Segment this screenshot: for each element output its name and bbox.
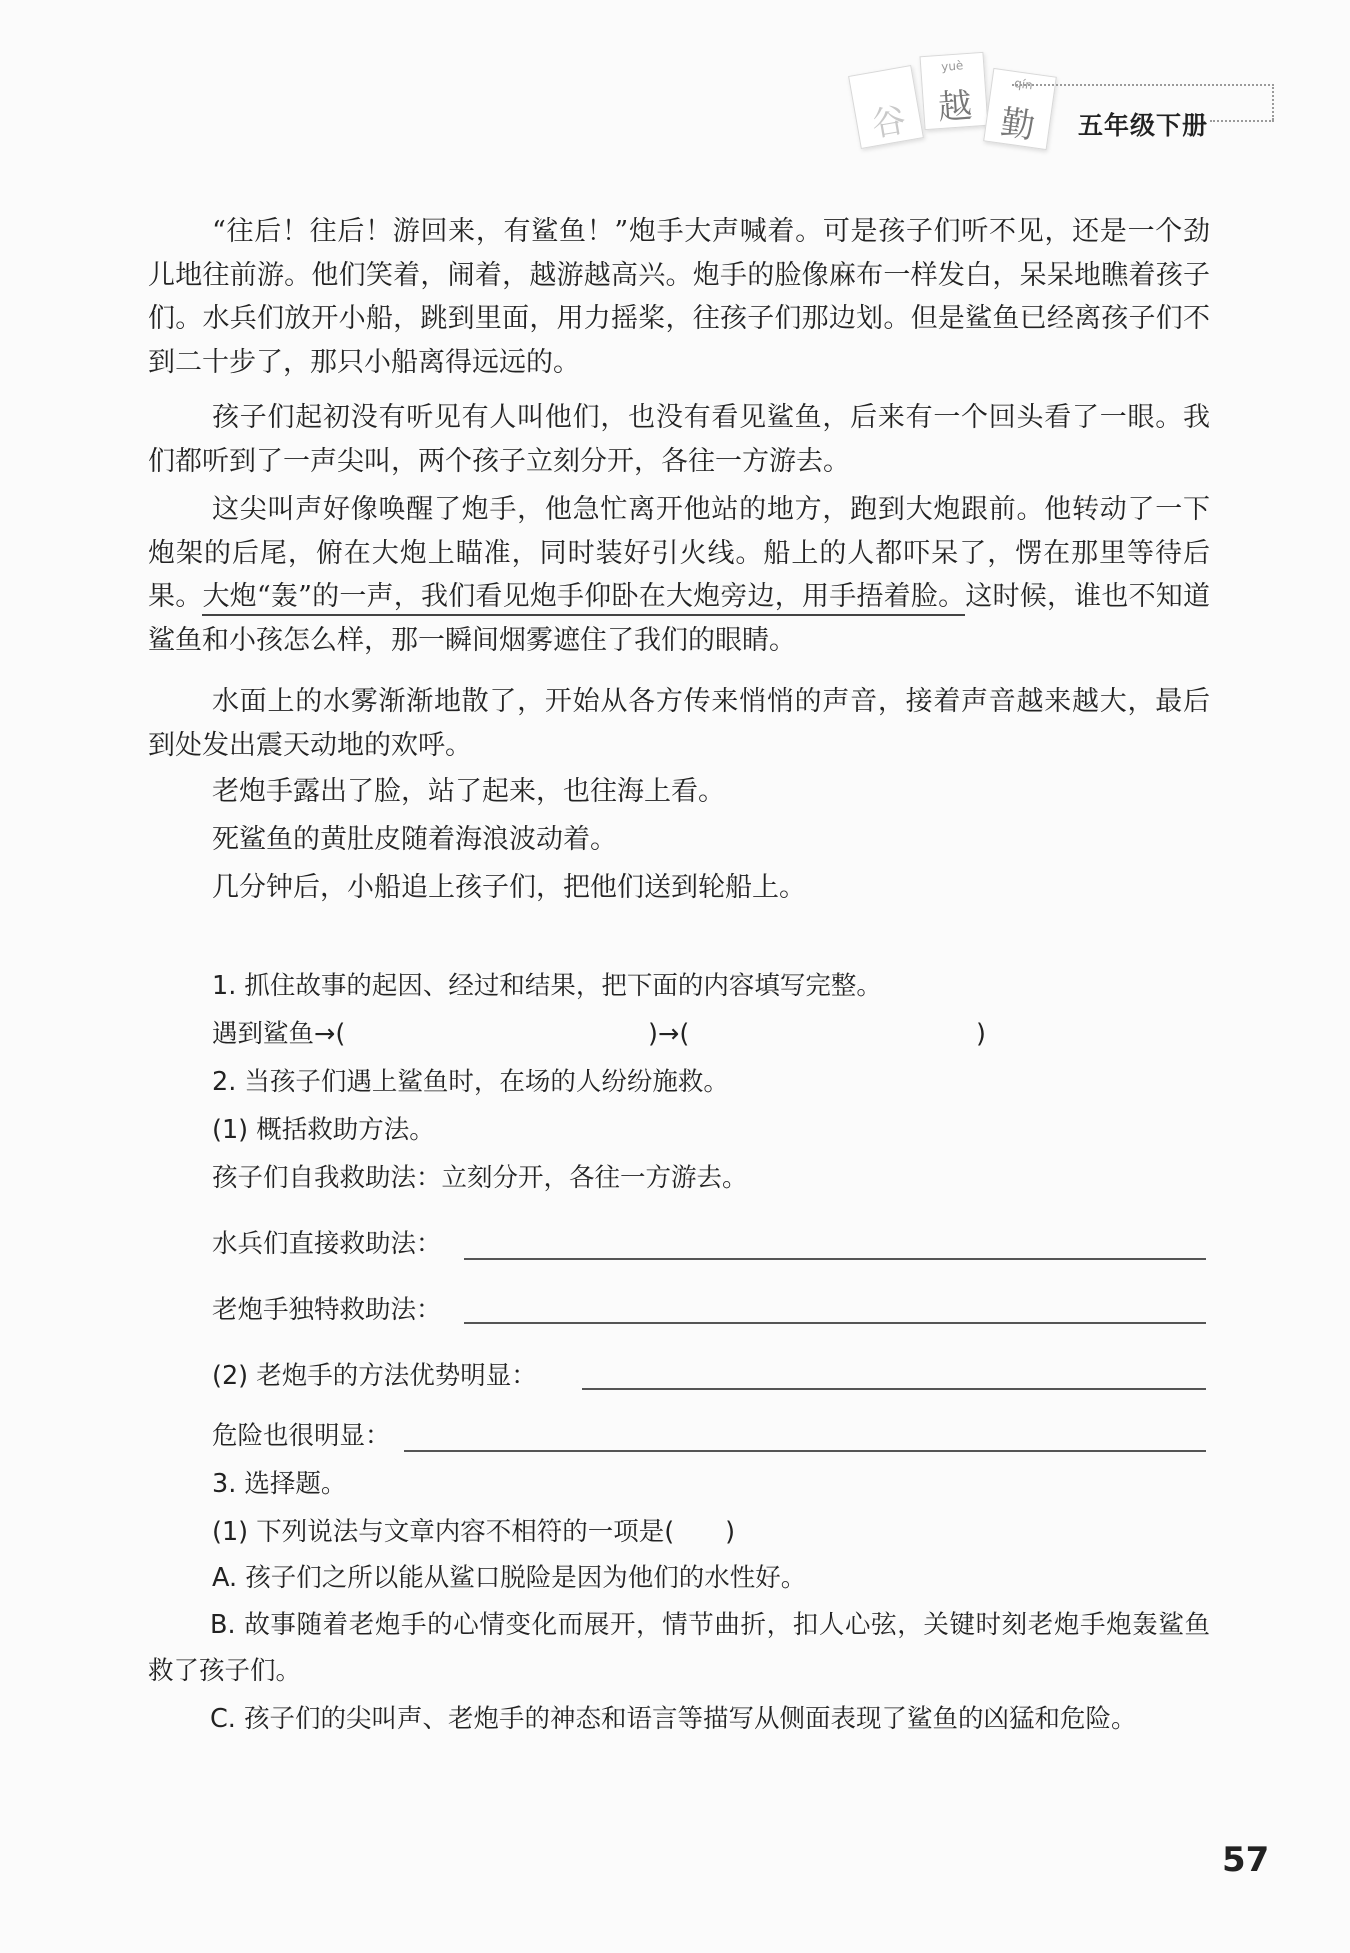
logo-char: 谷 [868, 100, 909, 146]
answer-line[interactable] [582, 1388, 1206, 1390]
gunner-method-label: 老炮手独特救助法： [212, 1295, 442, 1325]
question-3: 3. 选择题。 [212, 1469, 347, 1499]
question-1-prompt: 遇到鲨鱼→( [212, 1019, 346, 1049]
question-2-2: (2) 老炮手的方法优势明显： [212, 1361, 537, 1391]
logo-pinyin: yuè [940, 58, 964, 74]
logo-card [983, 68, 1057, 150]
logo-card [919, 52, 988, 130]
answer-line[interactable] [464, 1322, 1206, 1324]
passage-paragraph: 老炮手露出了脸，站了起来，也往海上看。 [212, 776, 725, 807]
question-2-1: (1) 概括救助方法。 [212, 1115, 435, 1145]
question-1: 1. 抓住故事的起因、经过和结果，把下面的内容填写完整。 [212, 971, 882, 1001]
answer-line[interactable] [464, 1258, 1206, 1260]
passage-paragraph: 孩子们起初没有听见有人叫他们，也没有看见鲨鱼，后来有一个回头看了一眼。我们都听到了一声尖叫，两个孩子立刻分开，各往一方游去。 [148, 402, 1210, 477]
page-number: 57 [1222, 1840, 1270, 1880]
question-1-prompt: ) [976, 1019, 986, 1049]
underlined-sentence: 大炮“轰”的一声，我们看见炮手仰卧在大炮旁边，用手捂着脸。 [202, 581, 965, 616]
passage-paragraph: 死鲨鱼的黄肚皮随着海浪波动着。 [212, 824, 617, 855]
paragraph-text: 这尖叫声好像唤醒了炮手，他急忙离开他站的地方，跑到大炮跟前。他转动了一下炮架的后尾，俯在大炮上瞄准，同时装好引火线。船上的人都吓呆了，愣在那里等待后果。 [148, 494, 1210, 612]
passage-paragraph: “往后！往后！游回来，有鲨鱼！”炮手大声喊着。可是孩子们听不见，还是一个劲儿地往前游。他们笑着，闹着，越游越高兴。炮手的脸像麻布一样发白，呆呆地瞧着孩子们。水兵们放开小船，跳到里面，用力摇桨，往孩子们那边划。但是鲨鱼已经离孩子们不到二十步了，那只小船离得远远的。 [148, 216, 1210, 378]
option-b: B. 故事随着老炮手的心情变化而展开，情节曲折，扣人心弦，关键时刻老炮手炮轰鲨鱼救了孩子们。 [148, 1610, 1210, 1686]
passage-paragraph [148, 488, 1210, 662]
passage-paragraph: 水面上的水雾渐渐地散了，开始从各方传来悄悄的声音，接着声音越来越大，最后到处发出震天动地的欢呼。 [148, 686, 1210, 761]
logo-pinyin: qín [1013, 76, 1034, 93]
sailors-method-label: 水兵们直接救助法： [212, 1229, 442, 1259]
header-divider [1210, 120, 1274, 122]
kids-method: 孩子们自我救助法：立刻分开，各往一方游去。 [212, 1163, 748, 1193]
question-3-1: (1) 下列说法与文章内容不相符的一项是( ) [212, 1517, 736, 1547]
paragraph-text: 这时候，谁也不知道鲨鱼和小孩怎么样，那一瞬间烟雾遮住了我们的眼睛。 [148, 581, 1211, 656]
passage-paragraph: 几分钟后，小船追上孩子们，把他们送到轮船上。 [212, 872, 806, 903]
header-divider [1272, 84, 1274, 120]
header-divider [1012, 84, 1274, 86]
option-a: A. 孩子们之所以能从鲨口脱险是因为他们的水性好。 [212, 1563, 807, 1593]
logo-card [848, 65, 924, 149]
grade-label: 五年级下册 [1078, 111, 1209, 140]
logo-char: 越 [936, 85, 974, 129]
publisher-logo [850, 46, 1060, 166]
logo-char: 勤 [998, 102, 1038, 148]
question-2: 2. 当孩子们遇上鲨鱼时，在场的人纷纷施救。 [212, 1067, 729, 1097]
answer-line[interactable] [404, 1450, 1206, 1452]
option-c: C. 孩子们的尖叫声、老炮手的神态和语言等描写从侧面表现了鲨鱼的凶猛和危险。 [210, 1704, 1137, 1734]
question-1-prompt: )→( [648, 1019, 690, 1049]
danger-label: 危险也很明显： [212, 1421, 391, 1451]
